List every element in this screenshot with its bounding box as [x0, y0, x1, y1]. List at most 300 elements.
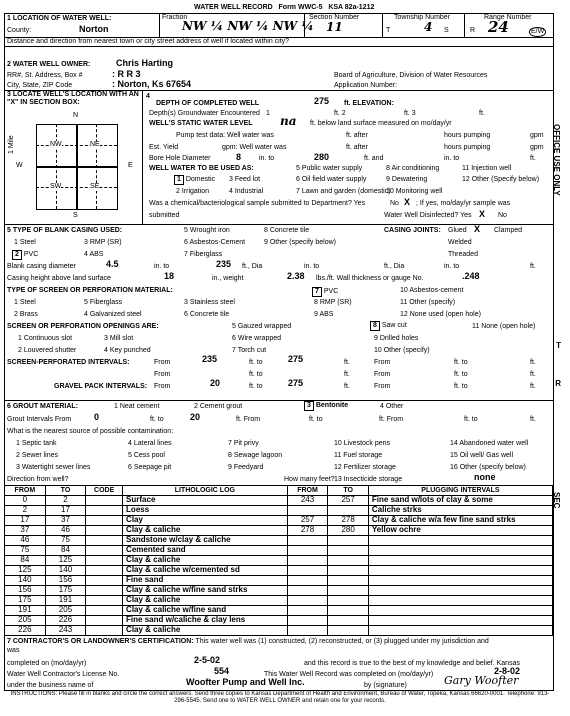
certification-line [7, 638, 489, 646]
pump-test-label: Pump test data: Well water was [176, 132, 274, 139]
contam-opt-13: 13 Insecticide storage [334, 476, 403, 483]
log-code [86, 596, 123, 606]
bore-in-to: in. to [444, 155, 460, 162]
log-header-row [5, 486, 553, 496]
log-from: 125 [5, 566, 46, 576]
static-label: WELL'S STATIC WATER LEVEL [149, 120, 253, 127]
log-to: 75 [45, 536, 86, 546]
submitted-label: submitted [149, 212, 180, 219]
plug-description [368, 626, 552, 636]
casing-opt-5: 5 Wrought iron [184, 227, 230, 234]
gravel-to-label: ft. to [249, 383, 263, 390]
section-6-label: 6 GROUT MATERIAL: [7, 403, 79, 410]
log-code [86, 566, 123, 576]
log-to: 226 [45, 616, 86, 626]
log-code [86, 576, 123, 586]
blank-diam-value: 4.5 [106, 259, 119, 269]
perf-from: 235 [202, 354, 218, 364]
log-code [86, 546, 123, 556]
blank-in-to3: in. to [444, 263, 460, 270]
log-header-code: CODE [86, 486, 123, 496]
table-row [5, 526, 553, 536]
log-header-lithologic: LITHOLOGIC LOG [123, 486, 288, 496]
gravel-from-label: From [154, 383, 171, 390]
plug-to: 257 [328, 496, 369, 506]
completed-label: completed on (mo/day/yr) [7, 660, 87, 667]
perf-from-label: From [154, 359, 171, 366]
water-well-record-form: WATER WELL RECORD Form WWC-5 KSA 82a-1212 1 LOCATION OF WATER WELL: County: Norton Fraction NW ¼ NW ¼ NW ¼ Section Number 11 Township Number T 4 S Range Number R 24 E/W Distance and direction from nearest town or city street address of well if located within city? 2 WATER WELL OWNER: Chris Harting RR#, St. Address, Box # : R R 3 City, State, ZIP Code : Norton, Ks 67654 Board of Agriculture, Division of Water Resources Application Number: 3 LOCATE WELL'S LOCATION WITH AN "X" IN SECTION BOX: N S W E NW NE SW SE 1 Mile 4 DEPTH OF COMPLETED WELL 275 ft. ELEVATION: Depth(s) Groundwater Encountered 1 ft. 2 ft. 3 ft. WELL'S STATIC WATER LEVEL na ft. below land surface measured on mo/day/yr Pump test data: Well water was ft. after hours pumping gpm Est. Yield gpm: Well water was ft. after hours pumping gpm Bore Hole Diameter 8 in. to 280 ft. and in. to ft. WELL WATER TO BE USED AS: 5 Public water supply 8 Air conditioning 11 Injection well 1 Domestic 3 Feed lot 6 Oil field water supply 9 Dewatering 12 Other (Specify below) 2 Irrigation 4 Industrial 7 Lawn and garden (domestic) 10 Monitoring well Was a chemical/bacteriological sample submitted to Department? Yes No X ; If yes, mo/day/yr sample was submitted Water Well Disinfected? Yes X No 5 TYPE OF BLANK CASING USED: 1 Steel 3 RMP (SR) 5 Wrought iron 6 Asbestos-Cement 7 Fiberglass 8 Concrete tile 9 Other (specify below) 2 PVC 4 ABS CASING JOINTS: Glued X Clamped Welded Threaded Blank casing diameter 4.5 in. to 235 ft., Dia in. to ft., Dia in. to ft. Casing height above land surface 18 in., weight 2.38 lbs./ft. Wall thickness or gauge No. .248 TYPE OF SCREEN OR PERFORATION MATERIAL: 1 Steel 5 Fiberglass 3 Stainless steel 7 PVC 10 Asbestos-cement 2 Brass 4 Galvanized steel 6 Concrete tile 8 RMP (SR) 11 Other (specify) 9 ABS 12 None used (open hole) SCREEN OR PERFORATION OPENINGS ARE: 5 Gauzed wrapped 8 Saw cut 11 None (open hole) 1 Continuous slot 3 Mill slot 6 Wire wrapped 9 Drilled holes 2 Louvered shutter 4 Key punched 7 Torch cut 10 Other (specify) SCREEN-PERFORATED INTERVALS: From 235 ft. to 275 ft. From ft. to ft. From ft. to ft. From ft. to ft. GRAVEL PACK INTERVALS: From 20 ft. to 275 ft. From ft. to ft. 6 GROUT MATERIAL: 1 Neat cement 2 Cement grout 3 Bentonite 4 Other Grout Intervals From 0 ft. to 20 ft. From ft. to ft. From ft. to ft. What is the nearest source of possible contamination: 1 Septic tank 4 Lateral lines 7 Pit privy 10 Livestock pens 14 Abandoned water well 2 Sewer lines 5 Cess pool 8 Sewage lagoon 11 Fuel storage 15 Oil well/ Gas well 3 Watertight sewer lines 6 Seepage pit 9 Feedyard 12 Fertilizer storage 16 Other (specify below) 13 Insecticide storage none Direction from well? How many feet? FROM TO CODE LITHOLOGIC LOG FROM TO PLUGGING INTERVALS 0 2 Surface 243 257 Fine sand w/lots of clay & some 2 17 Loess Caliche strks 17 37 Clay 257 278 Clay & caliche w/a few fine sand strks 37 46 Clay & caliche 278 280 Yellow ochre 46 75 Sandstone w/clay & caliche 75 84 Cemented sand 84 125 Clay & caliche 125 140 Clay & caliche w/cemented sd 140 156 Fine sand 156 175 Clay & caliche w/fine sand strks 175 191 Clay & caliche 191 205 Clay & caliche w/fine sand 205 226 Fine sand w/caliche & clay lens 226 243 Clay & caliche 7 CONTRACTOR'S OR LANDOWNER'S CERTIFICATION: This water well was (1) constructed, (2) reconstructed, or (3) plugged under my jurisdiction and was completed on (mo/day/yr) 2-5-02 and this record is true to the best of my knowledge and belief. Kansas Water Well Contractor's License No. 554 This Water Well Record was completed on (mo/day/yr) 2-8-02 under the business name of Woofter Pump and Well Inc. by (signature) Gary Woofter INSTRUCTIONS: Please fill in blanks and circle the correct answers. Send three copies to Kansas Department of Health and Environment, Bureau of Water, Topeka, Kansas 66620-0001. Telephone: 913-296-5545. Send one to WATER WELL OWNER and retain one for your records. OFFICE USE ONLY T R SEC [4, 4, 564, 704]
use-opt-1 [174, 175, 215, 185]
plug-description [368, 596, 552, 606]
side-t: T [556, 341, 561, 350]
contam-opt-14: 14 Abandoned water well [450, 440, 529, 447]
log-lithology: Clay & caliche w/fine sand strks [123, 586, 288, 596]
bore-to: in. to [259, 155, 275, 162]
log-to: 205 [45, 606, 86, 616]
casing-opt-3: 3 RMP (SR) [84, 239, 122, 246]
chem-end: ; If yes, mo/day/yr sample was [416, 200, 511, 207]
plug-from [287, 576, 328, 586]
side-sec: SEC [552, 492, 561, 509]
how-many-feet-label: How many feet? [284, 476, 335, 483]
contam-opt-2: 2 Sewer lines [16, 452, 59, 459]
log-lithology: Sandstone w/clay & caliche [123, 536, 288, 546]
table-row [5, 596, 553, 606]
bore-depth: 280 [314, 152, 330, 162]
yield-after: ft. after [346, 144, 368, 151]
table-row [5, 506, 553, 516]
screen-opt-3: 5 Fiberglass [84, 299, 123, 306]
form-ksa: KSA 82a-1212 [328, 4, 375, 11]
use-opt-9: 9 Dewatering [386, 176, 428, 183]
mile-label: 1 Mile [8, 135, 15, 154]
elevation-label: ft. ELEVATION: [344, 100, 394, 107]
perf-intervals-label: SCREEN-PERFORATED INTERVALS: [7, 359, 130, 366]
contam-opt-5: 5 Cess pool [128, 452, 165, 459]
perf-from2-label: From [374, 359, 391, 366]
certification-text: This water well was (1) constructed, (2) reconstructed, or (3) plugged under my jurisdiction and [195, 638, 489, 645]
plug-from: 243 [287, 496, 328, 506]
joints-welded: Welded [448, 239, 472, 246]
screen-opt-1: 1 Steel [14, 299, 36, 306]
log-code [86, 626, 123, 636]
gravel-to2-label: ft. to [454, 383, 468, 390]
log-from: 226 [5, 626, 46, 636]
plug-to [328, 616, 369, 626]
plug-description: Yellow ochre [368, 526, 552, 536]
screen-opt-7-label: PVC [323, 288, 339, 295]
contamination-label: What is the nearest source of possible contamination: [7, 428, 174, 435]
log-lithology: Clay & caliche [123, 556, 288, 566]
log-from: 0 [5, 496, 46, 506]
bore-end: ft. and [364, 155, 384, 162]
contam-opt-15: 15 Oil well/ Gas well [450, 452, 514, 459]
contam-opt-6: 6 Seepage pit [128, 464, 172, 471]
log-lithology: Fine sand w/caliche & clay lens [123, 616, 288, 626]
log-from: 140 [5, 576, 46, 586]
contam-opt-3: 3 Watertight sewer lines [16, 464, 91, 471]
log-from: 191 [5, 606, 46, 616]
plug-description [368, 536, 552, 546]
section-5-label: 5 TYPE OF BLANK CASING USED: [7, 227, 123, 234]
log-lithology: Clay & caliche w/fine sand [123, 606, 288, 616]
gravel-from2-label: From [374, 383, 391, 390]
open-sel-box: 8 [370, 321, 380, 331]
log-lithology: Clay & caliche [123, 526, 288, 536]
perf-to: 275 [288, 354, 304, 364]
fraction-value: NW ¼ NW ¼ NW ¼ [182, 19, 314, 33]
casing-opt-4: 4 ABS [84, 251, 104, 258]
log-from: 37 [5, 526, 46, 536]
record-date: 2-8-02 [494, 666, 521, 676]
use-label: WELL WATER TO BE USED AS: [149, 165, 254, 172]
log-from: 84 [5, 556, 46, 566]
log-from: 175 [5, 596, 46, 606]
owner-name: Chris Harting [116, 58, 174, 68]
contam-opt-9: 9 Feedyard [228, 464, 264, 471]
plug-to: 280 [328, 526, 369, 536]
plug-to: 278 [328, 516, 369, 526]
address-label: RR#, St. Address, Box # [7, 72, 83, 79]
blank-diam-to: 235 [216, 259, 232, 269]
grout-intervals-label: Grout Intervals From [7, 416, 72, 423]
log-code [86, 606, 123, 616]
joints-glued-x: X [474, 224, 481, 234]
perf-ft2: ft. [530, 359, 536, 366]
open-opt-4: 4 Key punched [104, 347, 151, 354]
table-row [5, 556, 553, 566]
township-t: T [386, 27, 391, 34]
township-label: Township Number [394, 14, 451, 21]
plug-description [368, 556, 552, 566]
log-code [86, 516, 123, 526]
log-to: 84 [45, 546, 86, 556]
grout-to2-label: ft. to [309, 416, 323, 423]
log-code [86, 586, 123, 596]
yield-hours: hours pumping [444, 144, 491, 151]
chem-no: No [390, 200, 399, 207]
section-grid [16, 112, 133, 219]
plug-to [328, 596, 369, 606]
weight-label: in., weight [212, 275, 244, 282]
perf-to-label: ft. to [249, 359, 263, 366]
gravel-from: 20 [210, 378, 221, 388]
gw-end: ft. [479, 110, 485, 117]
section-number-value: 11 [326, 20, 343, 34]
openings-label: SCREEN OR PERFORATION OPENINGS ARE: [7, 323, 159, 330]
license-number: 554 [214, 666, 230, 676]
open-opt-3: 3 Mill slot [104, 335, 134, 342]
plug-to [328, 556, 369, 566]
table-row [5, 496, 553, 506]
casing-opt-8: 8 Concrete tile [264, 227, 310, 234]
side-r: R [555, 379, 561, 388]
log-lithology: Clay [123, 516, 288, 526]
fraction-label: Fraction [162, 14, 188, 21]
grid-w: W [16, 162, 23, 169]
log-header-to2: TO [328, 486, 369, 496]
screen-opt-12: 12 None used (open hole) [400, 311, 481, 318]
log-to: 37 [45, 516, 86, 526]
table-row [5, 586, 553, 596]
yield-gpm: gpm: Well water was [222, 144, 287, 151]
open-opt-9: 9 Drilled holes [374, 335, 419, 342]
open-opt-1: 1 Continuous slot [18, 335, 73, 342]
screen-opt-7 [312, 287, 338, 297]
range-ew: E/W [531, 28, 545, 35]
range-value: 24 [488, 18, 509, 36]
open-opt-11: 11 None (open hole) [472, 323, 536, 330]
screen-opt-6: 6 Concrete tile [184, 311, 230, 318]
blank-in-to: in. to [154, 263, 170, 270]
log-code [86, 496, 123, 506]
static-end: ft. below land surface measured on mo/day/yr [310, 120, 452, 127]
use-opt-4: 4 Industrial [229, 188, 264, 195]
instructions-text: INSTRUCTIONS: Please fill in blanks and circle the correct answers. Send three copies to Kansas Department of Health and Environment, Bureau of Water, Topeka, Kansas 66620-0001. Telephone: 913-296-5545. Send one to WATER WELL OWNER and retain one for your records. [10, 691, 550, 704]
grout-opt-2: 2 Cement grout [194, 403, 243, 410]
casing-joints-label: CASING JOINTS: [384, 227, 441, 234]
disinfected-x: X [479, 209, 486, 219]
log-lithology: Clay & caliche [123, 626, 288, 636]
use-opt-6: 6 Oil field water supply [296, 176, 367, 183]
grid-sw: SW [50, 183, 62, 190]
perf-ft3: ft. [344, 371, 350, 378]
city-label: City, State, ZIP Code [7, 82, 73, 89]
address-value: : R R 3 [112, 69, 141, 79]
disinfected-label: Water Well Disinfected? Yes [384, 212, 472, 219]
plug-from [287, 606, 328, 616]
gw3: ft. 3 [404, 110, 416, 117]
joints-threaded: Threaded [448, 251, 478, 258]
form-number: Form WWC-5 [278, 4, 323, 11]
log-to: 175 [45, 586, 86, 596]
plug-from [287, 506, 328, 516]
distance-direction: Distance and direction from nearest town or city street address of well if located within city? [7, 38, 290, 45]
city-value: : Norton, Ks 67654 [112, 79, 192, 89]
bore-ft: ft. [530, 155, 536, 162]
perf-from4-label: From [374, 371, 391, 378]
log-lithology: Surface [123, 496, 288, 506]
log-header-from2: FROM [287, 486, 328, 496]
grout-ft-from: ft. From [236, 416, 261, 423]
grout-to3-label: ft. to [464, 416, 478, 423]
plug-to [328, 606, 369, 616]
direction-label: Direction from well? [7, 476, 69, 483]
log-lithology: Clay & caliche w/cemented sd [123, 566, 288, 576]
use-opt-8: 8 Air conditioning [386, 165, 440, 172]
contam-opt-16: 16 Other (specify below) [450, 464, 526, 471]
casing-opt-9: 9 Other (specify below) [264, 239, 336, 246]
screen-opt-8: 8 RMP (SR) [314, 299, 352, 306]
log-to: 17 [45, 506, 86, 516]
plug-description [368, 606, 552, 616]
screen-sel-box: 7 [312, 287, 322, 297]
blank-ft-end: ft. [530, 263, 536, 270]
log-to: 2 [45, 496, 86, 506]
perf-to4-label: ft. to [454, 371, 468, 378]
bore-label: Bore Hole Diameter [149, 155, 211, 162]
grout-sel-box: 3 [304, 401, 314, 411]
log-to: 156 [45, 576, 86, 586]
true-statement: and this record is true to the best of my knowledge and belief. Kansas [304, 660, 520, 667]
yield-label: Est. Yield [149, 144, 179, 151]
casing-opt-2-label: PVC [23, 251, 39, 258]
joints-clamped: Clamped [494, 227, 523, 234]
log-header-from: FROM [5, 486, 46, 496]
plug-to [328, 586, 369, 596]
grout-from: 0 [94, 412, 100, 422]
grout-opt-3 [304, 401, 348, 411]
grout-opt-3-label: Bentonite [315, 402, 349, 409]
plug-to [328, 536, 369, 546]
table-row [5, 576, 553, 586]
use-opt-7: 7 Lawn and garden (domestic) [296, 188, 391, 195]
screen-opt-2: 2 Brass [14, 311, 38, 318]
log-lithology: Fine sand [123, 576, 288, 586]
grout-ft3: ft. [530, 416, 536, 423]
county-value: Norton [79, 24, 109, 34]
table-row [5, 566, 553, 576]
open-opt-6: 6 Wire wrapped [232, 335, 282, 342]
grout-to-label: ft. to [150, 416, 164, 423]
contam-opt-12: 12 Fertilizer storage [334, 464, 396, 471]
log-to: 243 [45, 626, 86, 636]
log-header-plugging: PLUGGING INTERVALS [368, 486, 552, 496]
table-row [5, 616, 553, 626]
gravel-to: 275 [288, 378, 304, 388]
plug-to [328, 566, 369, 576]
screen-opt-9: 9 ABS [314, 311, 334, 318]
plug-from [287, 616, 328, 626]
log-from: 46 [5, 536, 46, 546]
plug-description: Fine sand w/lots of clay & some [368, 496, 552, 506]
pump-hours: hours pumping [444, 132, 491, 139]
perf-to2-label: ft. to [454, 359, 468, 366]
plug-description [368, 566, 552, 576]
pump-gpm: gpm [530, 132, 544, 139]
casing-height-label: Casing height above land surface [7, 275, 111, 282]
signature: Gary Woofter [444, 674, 519, 687]
log-code [86, 536, 123, 546]
lithologic-log-table [4, 485, 553, 636]
plug-from: 278 [287, 526, 328, 536]
gravel-label: GRAVEL PACK INTERVALS: [54, 383, 148, 390]
log-code [86, 506, 123, 516]
log-lithology: Clay & caliche [123, 596, 288, 606]
log-header-to: TO [45, 486, 86, 496]
pump-after: ft. after [346, 132, 368, 139]
gravel-ft: ft. [344, 383, 350, 390]
open-opt-5: 5 Gauzed wrapped [232, 323, 292, 330]
plug-description: Caliche strks [368, 506, 552, 516]
plug-from [287, 596, 328, 606]
casing-opt-2 [12, 250, 38, 260]
grid-e: E [128, 162, 133, 169]
gw1: 1 [266, 110, 270, 117]
county-label: County: [7, 27, 32, 34]
table-row [5, 606, 553, 616]
log-from: 17 [5, 516, 46, 526]
perf-from3-label: From [154, 371, 171, 378]
plug-from [287, 586, 328, 596]
table-row [5, 516, 553, 526]
screen-material-label: TYPE OF SCREEN OR PERFORATION MATERIAL: [7, 287, 173, 294]
section-7-label: 7 CONTRACTOR'S OR LANDOWNER'S CERTIFICATION: [7, 638, 194, 645]
board-text: Board of Agriculture, Division of Water Resources [334, 72, 488, 79]
plug-description [368, 546, 552, 556]
log-code [86, 616, 123, 626]
blank-ft-dia: ft., Dia [242, 263, 263, 270]
log-from: 156 [5, 586, 46, 596]
plug-to [328, 626, 369, 636]
plug-description [368, 616, 552, 626]
plug-description: Clay & caliche w/a few fine sand strks [368, 516, 552, 526]
weight-value: 2.38 [287, 271, 305, 281]
office-use-only-label: OFFICE USE ONLY [552, 124, 561, 196]
business-name: Woofter Pump and Well Inc. [186, 677, 305, 687]
grout-opt-1: 1 Neat cement [114, 403, 160, 410]
perf-ft: ft. [344, 359, 350, 366]
casing-sel-box: 2 [12, 250, 22, 260]
contam-opt-11: 11 Fuel storage [334, 452, 383, 459]
yield-gpm2: gpm [530, 144, 544, 151]
open-opt-8-label: Saw cut [381, 322, 407, 329]
blank-diam-label: Blank casing diameter [7, 263, 76, 270]
use-opt-11: 11 Injection well [462, 165, 512, 172]
plug-from [287, 566, 328, 576]
section-1-label: 1 LOCATION OF WATER WELL: [7, 15, 112, 22]
perf-to3-label: ft. to [249, 371, 263, 378]
use-opt-1-label: Domestic [185, 176, 216, 183]
signature-label: by (signature) [364, 682, 407, 689]
bore-diameter: 8 [236, 152, 242, 162]
contamination-value: none [474, 472, 496, 482]
table-row [5, 546, 553, 556]
use-opt-5: 5 Public water supply [296, 165, 363, 172]
perf-ft4: ft. [530, 371, 536, 378]
depth-value: 275 [314, 96, 330, 106]
blank-in-to2: in. to [304, 263, 320, 270]
log-from: 205 [5, 616, 46, 626]
range-label: Range Number [484, 14, 532, 21]
use-sel-box: 1 [174, 175, 184, 185]
casing-height-value: 18 [164, 271, 175, 281]
gravel-ft2: ft. [530, 383, 536, 390]
plug-to [328, 506, 369, 516]
grid-ne: NE [90, 141, 100, 148]
section-2-label: 2 WATER WELL OWNER: [7, 61, 91, 68]
joints-glued: Glued [448, 227, 467, 234]
plug-to [328, 576, 369, 586]
groundwater-label: Depth(s) Groundwater Encountered [149, 110, 260, 117]
screen-opt-5: 3 Stainless steel [184, 299, 235, 306]
license-label: Water Well Contractor's License No. [7, 671, 120, 678]
table-row [5, 626, 553, 636]
use-opt-3: 3 Feed lot [229, 176, 261, 183]
use-opt-12: 12 Other (Specify below) [462, 176, 540, 183]
log-from: 75 [5, 546, 46, 556]
log-lithology: Cemented sand [123, 546, 288, 556]
static-value: na [280, 114, 297, 128]
plug-description [368, 586, 552, 596]
form-header [194, 4, 374, 12]
section-3-label: 3 LOCATE WELL'S LOCATION WITH AN "X" IN SECTION BOX: [7, 91, 139, 106]
plug-from [287, 546, 328, 556]
application-number: Application Number: [334, 82, 398, 89]
contam-opt-8: 8 Sewage lagoon [228, 452, 283, 459]
grid-se: SE [90, 183, 100, 190]
log-to: 125 [45, 556, 86, 566]
